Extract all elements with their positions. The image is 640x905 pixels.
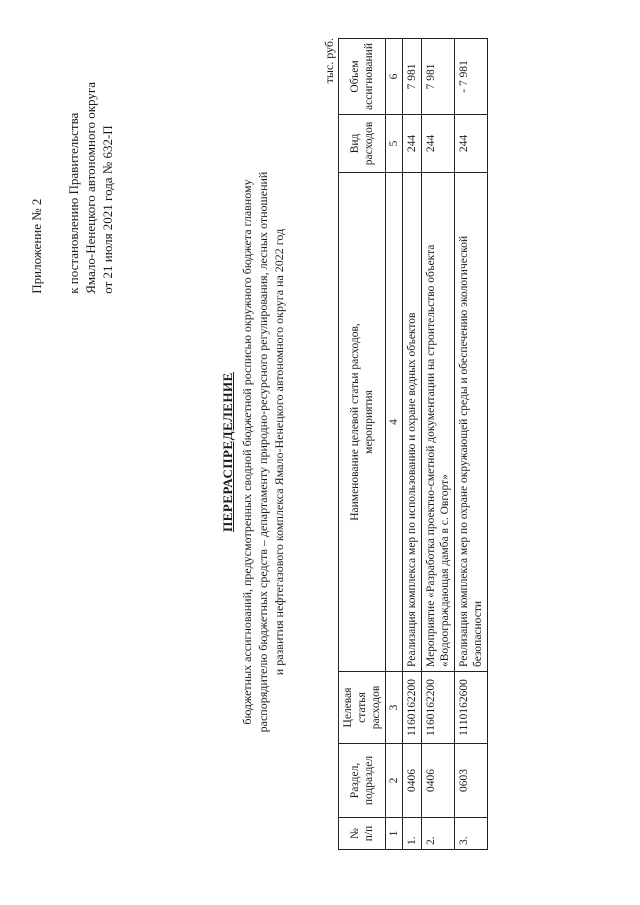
cell-expense-type: 244 [455, 114, 488, 172]
cell-name: Мероприятие «Разработка проектно-сметной документации на строительство объекта «Водоограждающая дамба в с. Овгорт» [422, 172, 455, 671]
cell-number: 1. [403, 818, 422, 850]
column-numbers-row [386, 39, 403, 850]
cell-expense-type: 244 [403, 114, 422, 172]
units-label: тыс. руб. [322, 38, 336, 84]
cell-expense-type: 244 [422, 114, 455, 172]
header-amount: Объем ассигнований [339, 39, 386, 115]
cell-amount: - 7 981 [455, 39, 488, 115]
column-number: 5 [386, 114, 403, 172]
appendix-line: от 21 июля 2021 года № 632-П [100, 125, 115, 294]
cell-section: 0406 [403, 744, 422, 818]
header-section: Раздел, подраздел [339, 744, 386, 818]
appendix-line: Ямало-Ненецкого автономного округа [83, 82, 98, 294]
header-name: Наименование целевой статьи расходов, мероприятия [339, 172, 386, 671]
cell-target-item: 1160162200 [403, 672, 422, 744]
cell-number: 2. [422, 818, 455, 850]
header-number: № п/п [339, 818, 386, 850]
appendix-line: к постановлению Правительства [66, 112, 81, 294]
table-row [455, 39, 488, 850]
column-number: 2 [386, 744, 403, 818]
title-line: распорядителю бюджетных средств – департаменту природно-ресурсного регулирования, лесных отношений [256, 171, 270, 733]
column-number: 4 [386, 172, 403, 671]
table-row [422, 39, 455, 850]
allocation-table [338, 38, 488, 850]
title-line: бюджетных ассигнований, предусмотренных сводной бюджетной росписью окружного бюджета главному [240, 179, 254, 725]
column-number: 6 [386, 39, 403, 115]
table-row [403, 39, 422, 850]
cell-name: Реализация комплекса мер по использованию и охране водных объектов [403, 172, 422, 671]
appendix-number: Приложение № 2 [29, 198, 44, 294]
cell-target-item: 1160162200 [422, 672, 455, 744]
title-line: и развития нефтегазового комплекса Ямало-Ненецкого автономного округа на 2022 год [272, 228, 286, 676]
cell-number: 3. [455, 818, 488, 850]
cell-section: 0406 [422, 744, 455, 818]
cell-section: 0603 [455, 744, 488, 818]
appendix-block [28, 82, 116, 294]
title-heading: ПЕРЕРАСПРЕДЕЛЕНИЕ [220, 372, 235, 532]
cell-name: Реализация комплекса мер по охране окружающей среды и обеспечению экологической безопасности [455, 172, 488, 671]
document-title [220, 42, 287, 862]
rotated-page [20, 22, 620, 882]
table-header-row [339, 39, 386, 850]
cell-amount: 7 981 [422, 39, 455, 115]
cell-target-item: 1110162600 [455, 672, 488, 744]
column-number: 3 [386, 672, 403, 744]
column-number: 1 [386, 818, 403, 850]
header-target-item: Целевая статья расходов [339, 672, 386, 744]
cell-amount: 7 981 [403, 39, 422, 115]
header-expense-type: Вид расходов [339, 114, 386, 172]
